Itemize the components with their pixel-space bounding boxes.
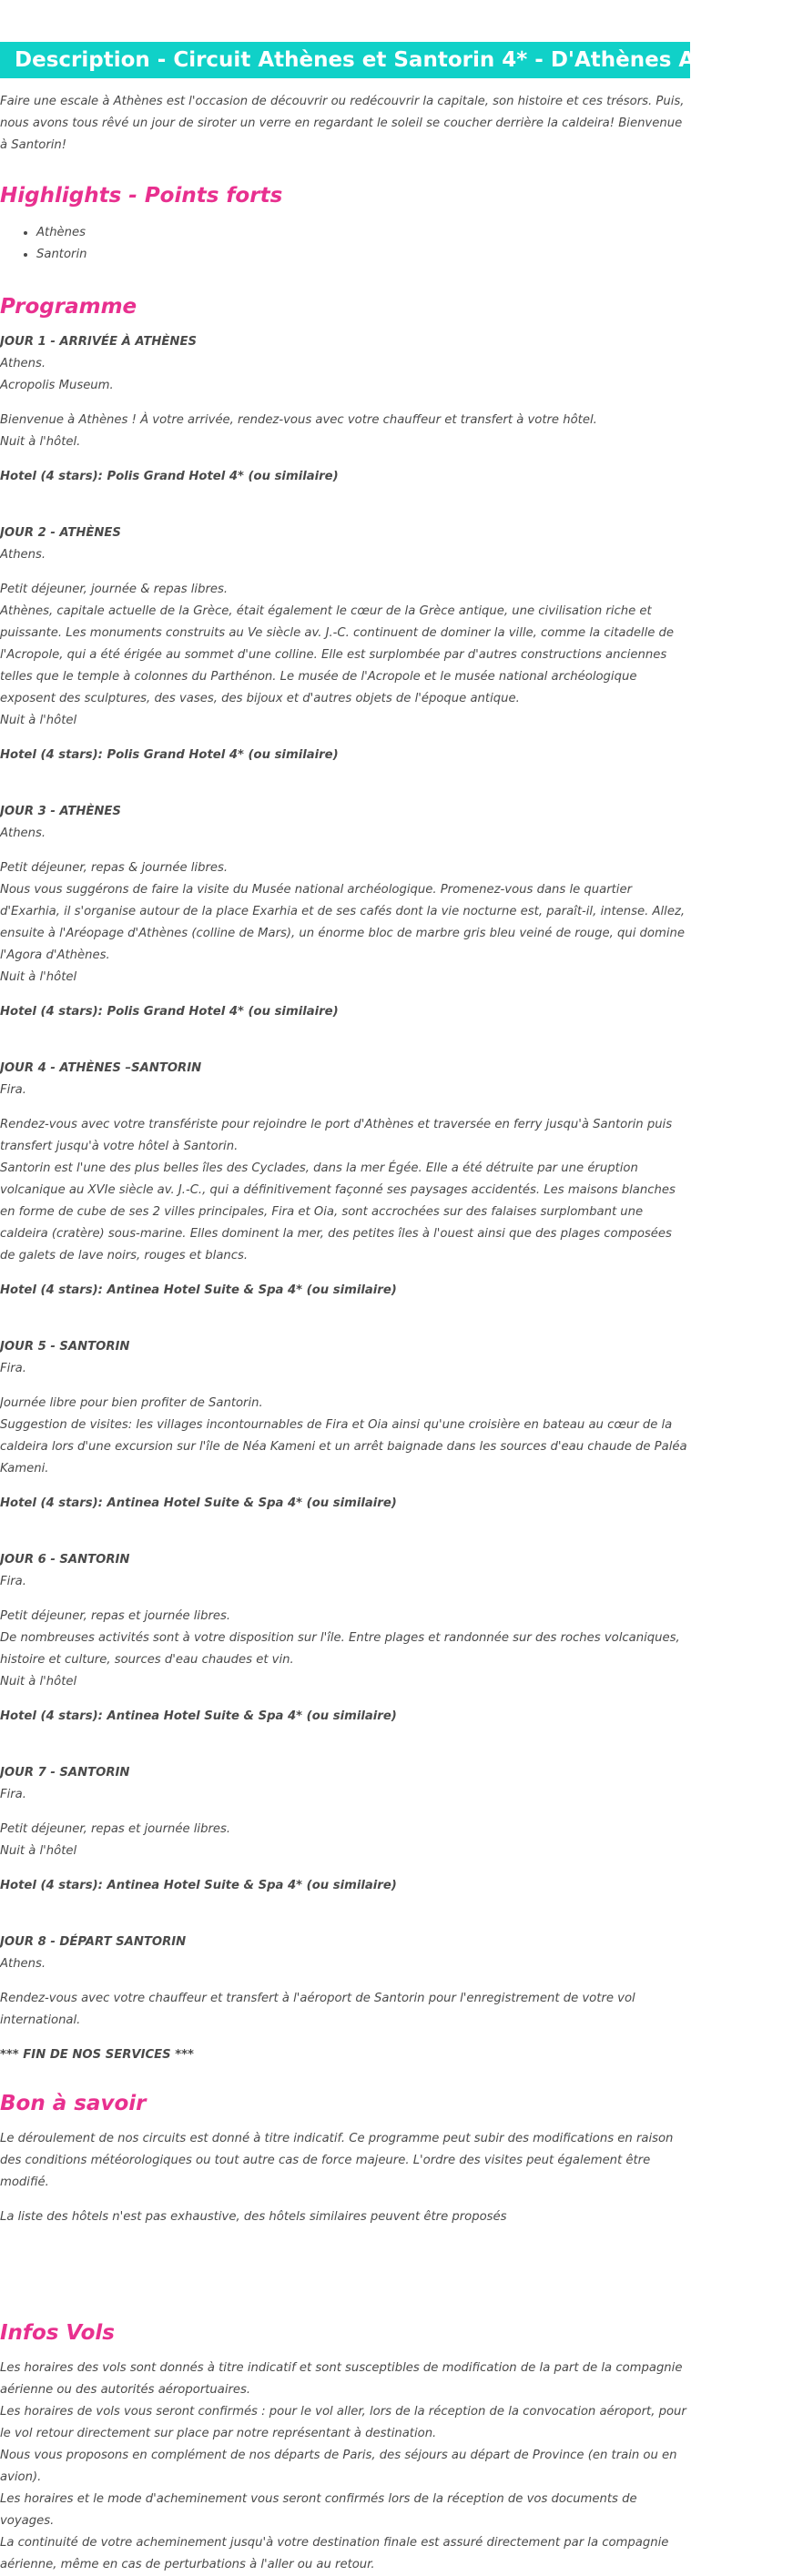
day-7	[0, 1762, 688, 1897]
programme-heading: Programme	[0, 295, 137, 319]
day-5	[0, 1336, 688, 1515]
day-place: Athens.	[0, 548, 46, 562]
day-6	[0, 1549, 688, 1728]
day-text: Petit déjeuner, repas et journée libres.	[0, 1609, 231, 1623]
main-content	[0, 91, 688, 2576]
infos-vols-line: Les horaires de vols vous seront confirmés : pour le vol aller, lors de la réception de la convocation aéroport, pour le vol retour directement sur place par notre représentant à destination.	[0, 2405, 686, 2440]
list-item: • Santorin	[36, 244, 688, 266]
day-place: Acropolis Museum.	[0, 379, 114, 392]
day-text: Petit déjeuner, repas et journée libres.	[0, 1822, 231, 1836]
day-text: Rendez-vous avec votre transfériste pour rejoindre le port d'Athènes et traversée en ferry jusqu'à Santorin puis transfert jusqu'à votre hôtel à Santorin.	[0, 1118, 673, 1153]
day-title: JOUR 3 - ATHÈNES	[0, 805, 121, 818]
day-text: Suggestion de visites: les villages incontournables de Fira et Oia ainsi qu'une croisière en bateau au cœur de la caldeira lors d'une excursion sur l'île de Néa Kameni et un arrêt baignade dans les sources d'eau chaude de Paléa Kameni.	[0, 1418, 687, 1476]
highlights-heading: Highlights - Points forts	[0, 184, 283, 208]
day-text: Santorin est l'une des plus belles îles des Cyclades, dans la mer Égée. Elle a été détruite par une éruption volcanique au XVIe siècle av. J.-C., qui a définitivement façonné ses paysages accidentés. Les maisons blanches en forme de cube de ses 2 villes principales, Fira et Oia, sont accrochées sur des falaises surplombant une caldeira (cratère) sous-marine. Elles dominent la mer, des petites îles à l'ouest ainsi que des plages composées de galets de lave noirs, rouges et blancs.	[0, 1161, 676, 1263]
day-text: Bienvenue à Athènes ! À votre arrivée, rendez-vous avec votre chauffeur et transfert à votre hôtel.	[0, 413, 597, 427]
infos-vols-line: Nous vous proposons en complément de nos départs de Paris, des séjours au départ de Province (en train ou en avion).	[0, 2449, 677, 2484]
day-place: Fira.	[0, 1362, 26, 1375]
day-hotel: Hotel (4 stars): Polis Grand Hotel 4* (ou similaire)	[0, 470, 339, 483]
day-place: Athens.	[0, 827, 46, 840]
day-hotel: Hotel (4 stars): Polis Grand Hotel 4* (ou similaire)	[0, 748, 339, 762]
day-title: JOUR 6 - SANTORIN	[0, 1553, 130, 1567]
day-4	[0, 1058, 688, 1302]
day-text: Nous vous suggérons de faire la visite du Musée national archéologique. Promenez-vous dans le quartier d'Exarhia, il s'organise autour de la place Exarhia et de ses cafés dont la vie nocturne est, paraît-il, intense. Allez, ensuite à l'Aréopage d'Athènes (colline de Mars), un énorme bloc de marbre gris bleu veiné de rouge, qui domine l'Agora d'Athènes.	[0, 883, 686, 962]
day-text: Nuit à l'hôtel.	[0, 435, 81, 449]
infos-vols-line: La continuité de votre acheminement jusqu'à votre destination finale est assuré directement par la compagnie aérienne, même en cas de perturbations à l'aller ou au retour.	[0, 2536, 669, 2571]
end-of-services: *** FIN DE NOS SERVICES ***	[0, 2048, 194, 2062]
day-text: Rendez-vous avec votre chauffeur et transfert à l'aéroport de Santorin pour l'enregistrement de votre vol international.	[0, 1992, 635, 2027]
day-title: JOUR 2 - ATHÈNES	[0, 526, 121, 540]
day-place: Fira.	[0, 1575, 26, 1588]
day-text: Athènes, capitale actuelle de la Grèce, était également le cœur de la Grèce antique, une civilisation riche et puissante. Les monuments construits au Ve siècle av. J.-C. continuent de dominer la ville, comme la citadelle de l'Acropole, qui a été érigée au sommet d'une colline. Elle est surplombée par d'autres constructions anciennes telles que le temple à colonnes du Parthénon. Le musée de l'Acropole et le musée national archéologique exposent des sculptures, des vases, des bijoux et d'autres objets de l'époque antique.	[0, 604, 675, 705]
day-text: Journée libre pour bien profiter de Santorin.	[0, 1396, 263, 1410]
bon-a-savoir-text: Le déroulement de nos circuits est donné à titre indicatif. Ce programme peut subir des modifications en raison des conditions météorologiques ou tout autre cas de force majeure. L'ordre des visites peut également être modifié.	[0, 2132, 674, 2189]
day-hotel: Hotel (4 stars): Antinea Hotel Suite & Spa 4* (ou similaire)	[0, 1879, 397, 1892]
bon-a-savoir-heading: Bon à savoir	[0, 2092, 147, 2115]
day-text: Nuit à l'hôtel	[0, 1675, 77, 1689]
day-title: JOUR 8 - DÉPART SANTORIN	[0, 1935, 187, 1949]
title-banner	[0, 42, 803, 78]
day-text: Nuit à l'hôtel	[0, 970, 77, 984]
bon-a-savoir-section	[0, 2088, 688, 2228]
day-hotel: Hotel (4 stars): Antinea Hotel Suite & Spa 4* (ou similaire)	[0, 1709, 397, 1723]
day-place: Fira.	[0, 1083, 26, 1097]
infos-vols-section	[0, 2317, 688, 2576]
day-title: JOUR 1 - ARRIVÉE À ATHÈNES	[0, 335, 197, 349]
day-text: Petit déjeuner, journée & repas libres.	[0, 583, 229, 596]
day-text: Nuit à l'hôtel	[0, 714, 77, 727]
day-place: Fira.	[0, 1788, 26, 1801]
day-title: JOUR 7 - SANTORIN	[0, 1766, 130, 1780]
day-text: De nombreuses activités sont à votre disposition sur l'île. Entre plages et randonnée sur des roches volcaniques, histoire et culture, sources d'eau chaudes et vin.	[0, 1631, 680, 1667]
infos-vols-line: Les horaires et le mode d'acheminement vous seront confirmés lors de la réception de vos documents de voyages.	[0, 2492, 637, 2528]
day-text: Nuit à l'hôtel	[0, 1844, 77, 1858]
day-hotel: Hotel (4 stars): Antinea Hotel Suite & Spa 4* (ou similaire)	[0, 1496, 397, 1510]
day-hotel: Hotel (4 stars): Antinea Hotel Suite & Spa 4* (ou similaire)	[0, 1283, 397, 1297]
day-hotel: Hotel (4 stars): Polis Grand Hotel 4* (ou similaire)	[0, 1005, 339, 1019]
day-title: JOUR 5 - SANTORIN	[0, 1340, 130, 1354]
list-item: • Athènes	[36, 222, 688, 244]
infos-vols-line: Les horaires des vols sont donnés à titre indicatif et sont susceptibles de modification de la part de la compagnie aérienne ou des autorités aéroportuaires.	[0, 2361, 683, 2397]
day-8	[0, 1932, 688, 2066]
day-3	[0, 801, 688, 1023]
day-title: JOUR 4 - ATHÈNES –SANTORIN	[0, 1061, 202, 1075]
day-place: Athens.	[0, 357, 46, 370]
infos-vols-heading: Infos Vols	[0, 2321, 115, 2345]
day-place: Athens.	[0, 1957, 46, 1971]
bon-a-savoir-text: La liste des hôtels n'est pas exhaustive, des hôtels similaires peuvent être proposés	[0, 2210, 507, 2224]
day-2	[0, 522, 688, 766]
day-1	[0, 331, 688, 488]
intro-text: Faire une escale à Athènes est l'occasion de découvrir ou redécouvrir la capitale, son histoire et ces trésors. Puis, nous avons tous rêvé un jour de siroter un verre en regardant le soleil se coucher derrière la caldeira! Bienvenue à Santorin!	[0, 95, 685, 152]
highlights-list	[0, 222, 688, 266]
day-text: Petit déjeuner, repas & journée libres.	[0, 861, 229, 875]
page-title: Description - Circuit Athènes et Santorin 4* - D'Athènes A Santorin	[15, 48, 803, 72]
